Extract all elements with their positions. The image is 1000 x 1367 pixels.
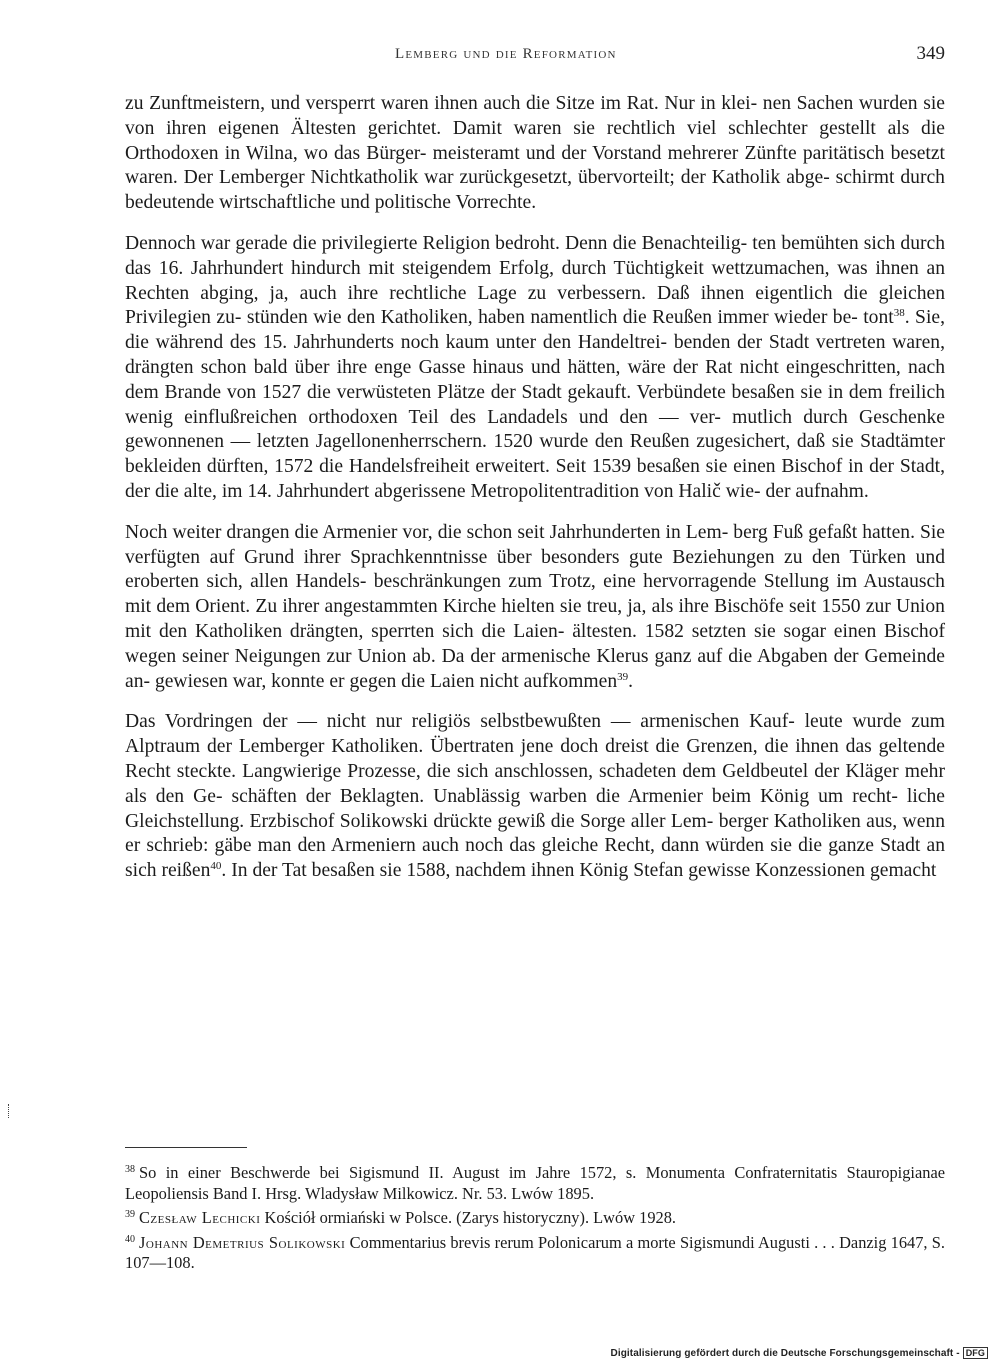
- line: beschränkungen zum Trotz, eine hervorragende Stellung im Austausch mit: [125, 571, 945, 618]
- line: Dennoch war gerade die privilegierte Religion bedroht. Denn die Benachteilig-: [125, 232, 748, 254]
- line: rechtliche Lage zu verbessern. Daß ihnen eigentlich die gleichen Privilegien zu-: [125, 282, 945, 329]
- page-header: [125, 38, 945, 70]
- footnote-ref-39: 39: [617, 670, 629, 683]
- line: dreist die Grenzen, die ihnen das geltende Recht steckte. Langwierige Prozesse,: [125, 736, 945, 782]
- line: benden der Stadt vertreten waren, drängten schon bald über ihre enge Gasse: [125, 332, 945, 378]
- line: berg Fuß gefaßt hatten. Sie verfügten auf Grund ihrer Sprachkenntnisse über: [125, 521, 946, 568]
- footnote-40: [125, 1233, 945, 1274]
- line: stünden wie den Katholiken, haben namentlich die Reußen immer wieder be-: [246, 307, 858, 329]
- page-number: 349: [916, 43, 945, 64]
- line: mutlich durch Geschenke gewonnenen — letzten Jagellonenherrschern. 1520: [125, 406, 945, 453]
- line: liche Gleichstellung. Erzbischof Solikowski drückte gewiß die Sorge aller Lem-: [125, 785, 945, 832]
- line: .: [628, 670, 634, 692]
- line: freilich wenig einflußreichen orthodoxen Teil des Landadels und den — ver-: [125, 381, 945, 428]
- paragraph-3: [125, 521, 945, 695]
- footnotes: [125, 1163, 945, 1278]
- footnote-number: 40: [125, 1233, 135, 1245]
- footnote-text: So in einer Beschwerde bei Sigismund II. August im Jahre 1572, s. Monumenta Confraternitatis Stauropigianae Leopoliensis Band I. Hrsg. Wladysław Milkowicz. Nr. 53. Lwów 1895.: [125, 1163, 945, 1203]
- paragraph-4: [125, 710, 945, 884]
- line: gewiesen war, konnte er gegen die Laien nicht aufkommen: [154, 670, 618, 692]
- dfg-logo: DFG: [963, 1347, 988, 1359]
- line: hinaus und hätten, wäre der Rat nicht eingeschritten, nach dem Brande von: [125, 356, 946, 403]
- line: Lemberger Nichtkatholik war zurückgesetzt, übervorteilt; der Katholik abge-: [219, 167, 830, 189]
- line: nen Sachen wurden sie von ihren eigenen Ältesten gerichtet. Damit waren sie: [125, 93, 945, 139]
- line: der aufnahm.: [765, 480, 869, 502]
- line: die alte, im 14. Jahrhundert abgerissene Metropolitentradition von Halič wie-: [154, 480, 761, 502]
- margin-mark: [8, 1104, 12, 1118]
- line: . In der Tat: [221, 860, 307, 882]
- dfg-note-text: Digitalisierung gefördert durch die Deutsche Forschungsgemeinschaft -: [610, 1348, 960, 1359]
- line: schirmt durch bedeutende wirtschaftliche und politische Vorrechte.: [125, 167, 945, 214]
- line: meisteramt und der Vorstand mehrerer Zünfte paritätisch besetzt waren. Der: [125, 142, 946, 189]
- line: tont: [863, 307, 894, 329]
- footnote-ref-40: 40: [210, 860, 222, 873]
- line: das gleiche Recht, dann würden sie die ganze Stadt an sich reißen: [125, 835, 945, 882]
- line: besonders gute Beziehungen zu den Türken und eroberten sich, allen Handels-: [125, 546, 945, 593]
- line: rechtlich viel schlechter gestellt als die Orthodoxen in Wilna, wo das Bürger-: [125, 117, 945, 164]
- footnote-author: Czesław Lechicki: [139, 1208, 261, 1228]
- line: Das Vordringen der — nicht nur religiös selbstbewußten — armenischen Kauf-: [125, 711, 795, 733]
- body-text: [125, 92, 945, 884]
- line: zu Zunftmeistern, und versperrt waren ihnen auch die Sitze im Rat. Nur in klei-: [125, 93, 758, 114]
- footnote-number: 39: [125, 1209, 135, 1221]
- line: durch Tüchtigkeit wettzumachen, was ihnen an Rechten abging, ja, auch ihre: [125, 257, 945, 304]
- footnote-38: [125, 1163, 945, 1204]
- line: dem Orient. Zu ihrer angestammten Kirche hielten sie treu, ja, als ihre Bischöfe: [156, 596, 784, 618]
- line: Union ab. Da der armenische Klerus ganz auf die Abgaben der Gemeinde an-: [125, 645, 945, 692]
- footnote-number: 38: [125, 1164, 135, 1175]
- line: 1527 die verwüsteten Plätze der Stadt gekauft. Verbündete besaßen sie in dem: [262, 381, 883, 403]
- line: besaßen sie 1588, nachdem ihnen König Stefan gewisse Konzessionen gemacht: [311, 860, 937, 882]
- paragraph-2: [125, 232, 945, 505]
- line: ten bemühten sich durch das 16. Jahrhundert hindurch mit steigendem Erfolg,: [125, 232, 946, 279]
- line: leute wurde zum Alptraum der Lemberger Katholiken. Übertraten jene doch: [125, 711, 946, 758]
- line: schäften der Beklagten. Unablässig warben die Armenier beim König um recht-: [231, 785, 898, 807]
- line: wurde den Reußen zugesichert, daß sie Stadtämter bekleiden dürften, 1572 die: [125, 431, 945, 478]
- paragraph-1: [125, 92, 945, 216]
- line: ältesten. 1582 setzten sie sogar einen Bischof wegen seiner Neigungen zur: [125, 620, 946, 667]
- footnote-divider: [125, 1147, 247, 1148]
- footnote-text: Kościół ormiański w Polsce. (Zarys historyczny). Lwów 1928.: [264, 1208, 677, 1228]
- footnote-text: Commentarius brevis rerum Polonicarum a morte Sigismundi Augusti . . . Danzig 1647, S. 107—108.: [125, 1232, 945, 1273]
- footnote-ref-38: 38: [893, 307, 905, 320]
- line: Noch weiter drangen die Armenier vor, die schon seit Jahrhunderten in Lem-: [125, 521, 729, 543]
- line: Handelsfreiheit erweitert. Seit 1539 besaßen sie einen Bischof in der Stadt, der: [125, 456, 946, 502]
- running-title: Lemberg und die Reformation: [395, 46, 617, 62]
- line: die sich anschlossen, schadeten dem Geldbeutel der Kläger mehr als den Ge-: [125, 760, 945, 807]
- dfg-funding-note: [611, 1347, 989, 1359]
- line: seit 1550 zur Union mit den Katholiken drängten, sperrten sich die Laien-: [125, 596, 945, 642]
- line: . Sie, die während des 15. Jahrhunderts noch kaum unter den Handeltrei-: [125, 307, 945, 354]
- footnote-author: Johann Demetrius Solikowski: [139, 1232, 346, 1252]
- footnote-39: [125, 1208, 945, 1229]
- line: berger Katholiken aus, wenn er schrieb: gäbe man den Armeniern auch noch: [125, 810, 945, 857]
